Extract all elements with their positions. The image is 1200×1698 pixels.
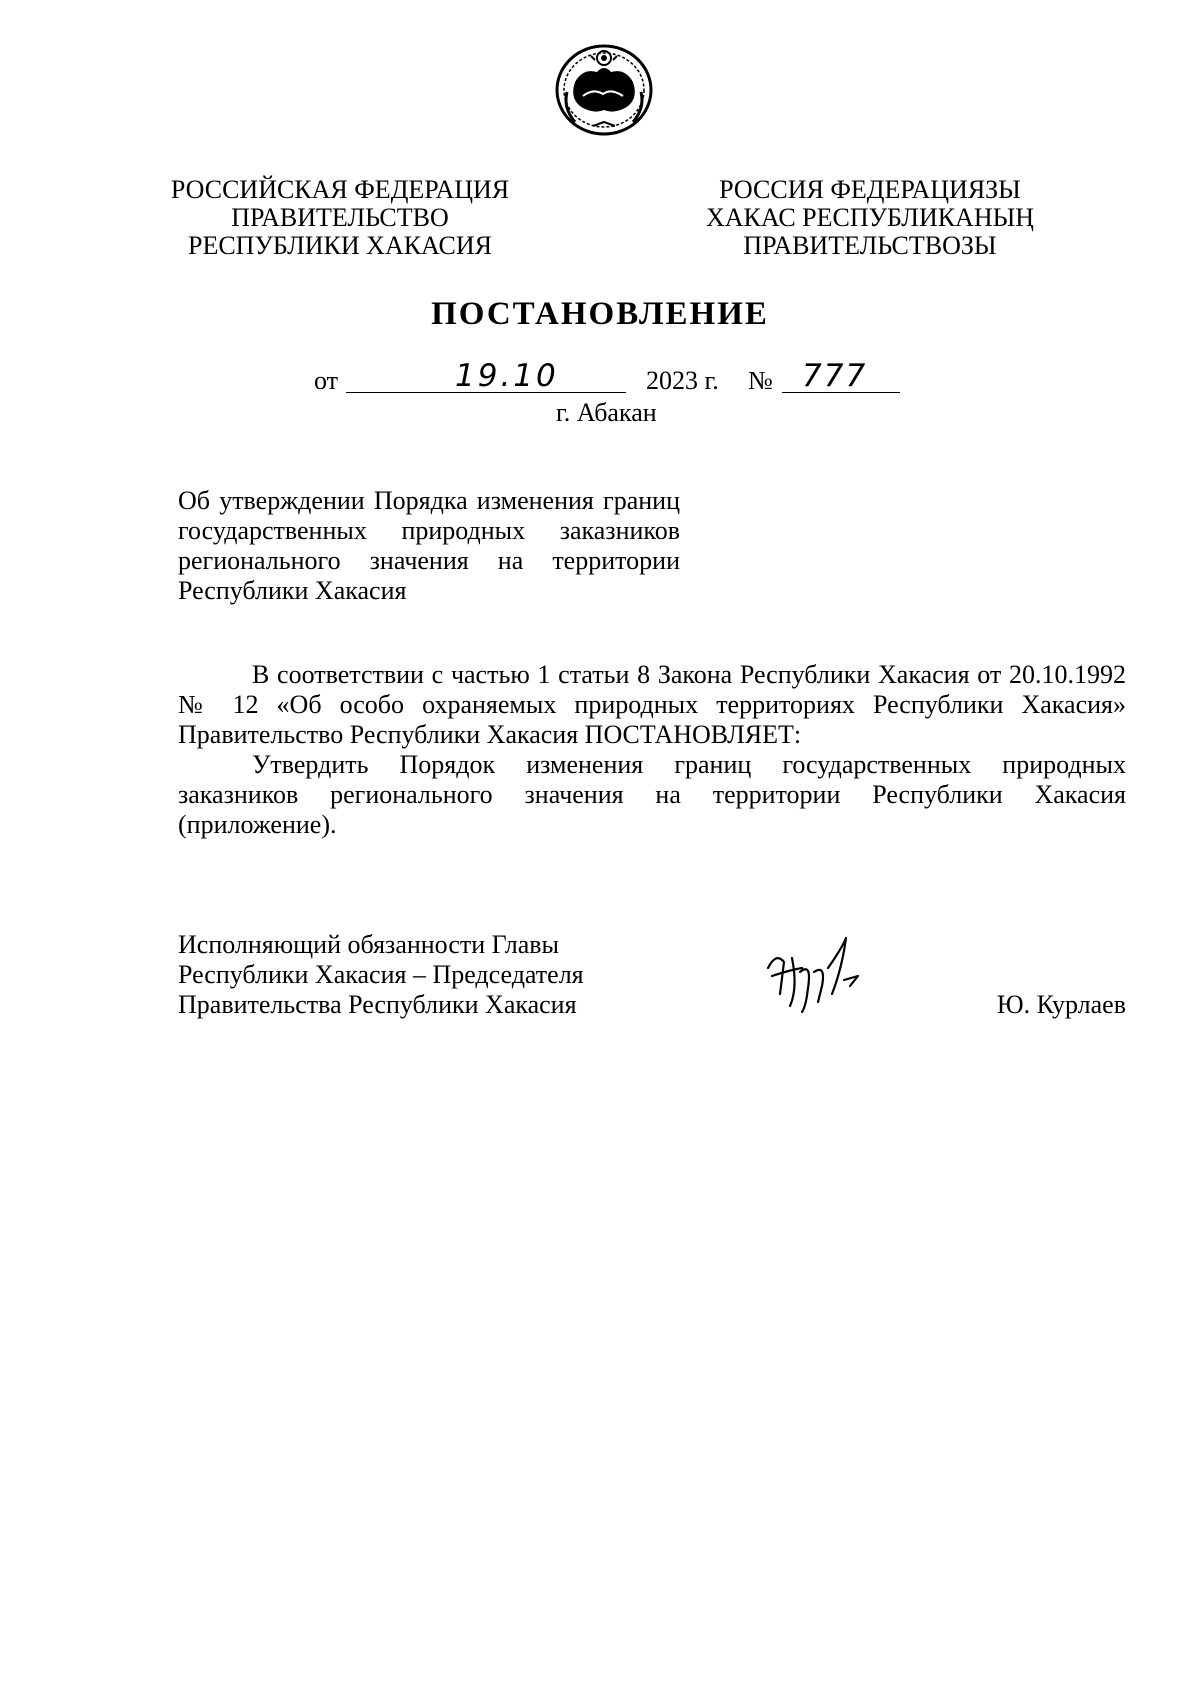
header-right-line: ПРАВИТЕЛЬСТВОЗЫ [743, 231, 997, 260]
body-paragraph: Утвердить Порядок изменения границ государственных природных заказников регионального значения на территории Республики Хакасия (приложение). [178, 750, 1126, 839]
body-paragraph: В соответствии с частью 1 статьи 8 Закона Республики Хакасия от 20.10.1992 № 12 «Об особо охраняемых природных территориях Республики Хакасия» Правительство Республики Хакасия ПОСТАНОВЛЯЕТ: [178, 660, 1126, 749]
year-label: 2023 г. [646, 366, 719, 395]
document-subject: Об утверждении Порядка изменения границ государственных природных заказников регионального значения на территории Республики Хакасия [178, 486, 680, 605]
header-right-line: РОССИЯ ФЕДЕРАЦИЯЗЫ [719, 175, 1021, 204]
header-right-block [690, 176, 1050, 260]
signatory-position-line: Правительства Республики Хакасия [178, 990, 577, 1019]
header-left-line: ПРАВИТЕЛЬСТВО [231, 203, 449, 232]
date-prefix: от [314, 366, 339, 395]
document-title: ПОСТАНОВЛЕНИЕ [431, 296, 769, 332]
handwritten-date: 19.10 [455, 358, 559, 394]
signatory-position [178, 930, 584, 1020]
signatory-position-line: Республики Хакасия – Председателя [178, 960, 584, 989]
city-label: г. Абакан [556, 398, 657, 427]
number-prefix: № [748, 366, 773, 395]
signatory-position-line: Исполняющий обязанности Главы [178, 930, 559, 959]
signatory-name: Ю. Курлаев [996, 990, 1126, 1019]
coat-of-arms-emblem [553, 42, 655, 138]
header-left-line: РОССИЙСКАЯ ФЕДЕРАЦИЯ [170, 175, 510, 204]
header-left-line: РЕСПУБЛИКИ ХАКАСИЯ [187, 231, 492, 260]
handwritten-number: 777 [802, 358, 868, 394]
handwritten-signature [762, 928, 886, 1020]
header-right-line: ХАКАС РЕСПУБЛИКАНЫҢ [705, 203, 1035, 232]
document-body [178, 660, 1126, 840]
header-left-block [170, 176, 510, 260]
date-number-line [0, 358, 1200, 396]
